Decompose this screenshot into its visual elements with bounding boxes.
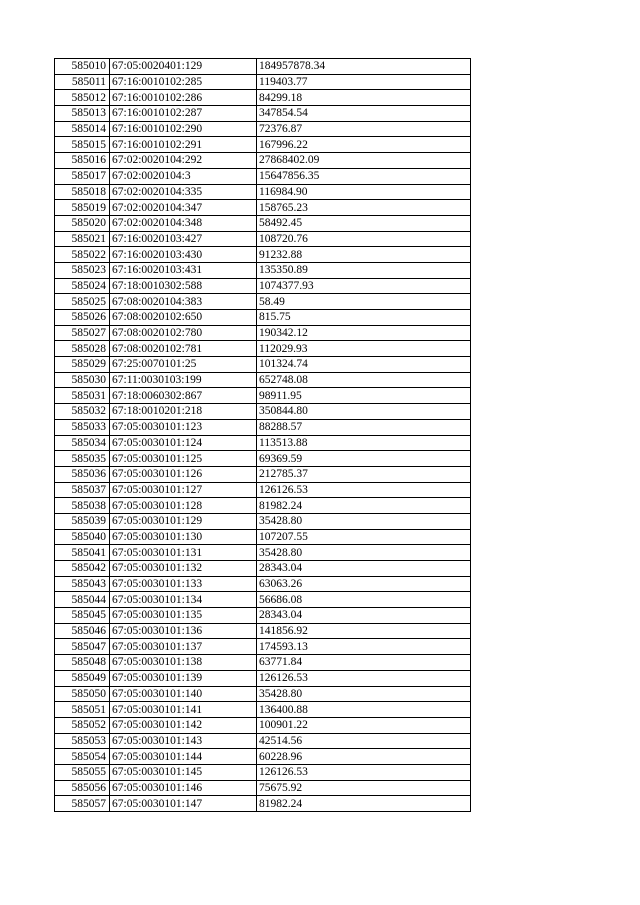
row-id-cell: 585013 — [55, 106, 110, 122]
table-row — [55, 121, 471, 137]
table-row — [55, 451, 471, 467]
table-row — [55, 90, 471, 106]
row-id-cell: 585023 — [55, 262, 110, 278]
value-cell: 56686.08 — [257, 592, 471, 608]
value-cell: 27868402.09 — [257, 153, 471, 169]
value-cell: 81982.24 — [257, 796, 471, 812]
table-row — [55, 294, 471, 310]
row-id-cell: 585045 — [55, 608, 110, 624]
value-cell: 347854.54 — [257, 106, 471, 122]
value-cell: 98911.95 — [257, 388, 471, 404]
row-id-cell: 585049 — [55, 670, 110, 686]
table-row — [55, 608, 471, 624]
value-cell: 116984.90 — [257, 184, 471, 200]
cadastral-number-cell: 67:16:0010102:285 — [110, 74, 257, 90]
row-id-cell: 585031 — [55, 388, 110, 404]
cadastral-number-cell: 67:16:0020103:430 — [110, 247, 257, 263]
cadastral-number-cell: 67:05:0030101:124 — [110, 435, 257, 451]
cadastral-number-cell: 67:05:0030101:123 — [110, 419, 257, 435]
value-cell: 81982.24 — [257, 498, 471, 514]
row-id-cell: 585046 — [55, 623, 110, 639]
table-row — [55, 498, 471, 514]
table-row — [55, 168, 471, 184]
cadastral-number-cell: 67:05:0030101:134 — [110, 592, 257, 608]
table-row — [55, 278, 471, 294]
row-id-cell: 585039 — [55, 513, 110, 529]
table-row — [55, 670, 471, 686]
value-cell: 136400.88 — [257, 702, 471, 718]
value-cell: 815.75 — [257, 310, 471, 326]
cadastral-number-cell: 67:25:0070101:25 — [110, 357, 257, 373]
value-cell: 101324.74 — [257, 357, 471, 373]
table-row — [55, 137, 471, 153]
row-id-cell: 585051 — [55, 702, 110, 718]
table-row — [55, 561, 471, 577]
value-cell: 652748.08 — [257, 372, 471, 388]
cadastral-number-cell: 67:05:0030101:138 — [110, 655, 257, 671]
table-row — [55, 733, 471, 749]
row-id-cell: 585029 — [55, 357, 110, 373]
table-body — [55, 59, 471, 812]
cadastral-number-cell: 67:05:0030101:141 — [110, 702, 257, 718]
cadastral-number-cell: 67:02:0020104:348 — [110, 215, 257, 231]
table-row — [55, 435, 471, 451]
value-cell: 174593.13 — [257, 639, 471, 655]
cadastral-number-cell: 67:05:0030101:136 — [110, 623, 257, 639]
cadastral-number-cell: 67:05:0030101:133 — [110, 576, 257, 592]
table-row — [55, 592, 471, 608]
cadastral-number-cell: 67:05:0030101:127 — [110, 482, 257, 498]
cadastral-number-cell: 67:05:0030101:146 — [110, 780, 257, 796]
data-table — [54, 58, 471, 812]
cadastral-number-cell: 67:05:0020401:129 — [110, 59, 257, 75]
table-row — [55, 796, 471, 812]
cadastral-number-cell: 67:02:0020104:347 — [110, 200, 257, 216]
value-cell: 100901.22 — [257, 717, 471, 733]
table-row — [55, 717, 471, 733]
cadastral-number-cell: 67:05:0030101:131 — [110, 545, 257, 561]
table-row — [55, 357, 471, 373]
row-id-cell: 585030 — [55, 372, 110, 388]
cadastral-number-cell: 67:05:0030101:144 — [110, 749, 257, 765]
table-row — [55, 529, 471, 545]
value-cell: 35428.80 — [257, 545, 471, 561]
cadastral-number-cell: 67:05:0030101:126 — [110, 466, 257, 482]
row-id-cell: 585040 — [55, 529, 110, 545]
table-row — [55, 184, 471, 200]
row-id-cell: 585028 — [55, 341, 110, 357]
table-row — [55, 513, 471, 529]
value-cell: 72376.87 — [257, 121, 471, 137]
row-id-cell: 585041 — [55, 545, 110, 561]
table-row — [55, 200, 471, 216]
value-cell: 158765.23 — [257, 200, 471, 216]
cadastral-number-cell: 67:05:0030101:132 — [110, 561, 257, 577]
row-id-cell: 585024 — [55, 278, 110, 294]
table-row — [55, 341, 471, 357]
row-id-cell: 585037 — [55, 482, 110, 498]
value-cell: 15647856.35 — [257, 168, 471, 184]
cadastral-number-cell: 67:08:0020104:383 — [110, 294, 257, 310]
row-id-cell: 585018 — [55, 184, 110, 200]
row-id-cell: 585026 — [55, 310, 110, 326]
cadastral-number-cell: 67:05:0030101:125 — [110, 451, 257, 467]
value-cell: 135350.89 — [257, 262, 471, 278]
table-row — [55, 74, 471, 90]
value-cell: 113513.88 — [257, 435, 471, 451]
cadastral-number-cell: 67:05:0030101:142 — [110, 717, 257, 733]
value-cell: 28343.04 — [257, 561, 471, 577]
row-id-cell: 585027 — [55, 325, 110, 341]
value-cell: 84299.18 — [257, 90, 471, 106]
value-cell: 28343.04 — [257, 608, 471, 624]
cadastral-number-cell: 67:16:0010102:286 — [110, 90, 257, 106]
value-cell: 91232.88 — [257, 247, 471, 263]
cadastral-number-cell: 67:05:0030101:135 — [110, 608, 257, 624]
value-cell: 184957878.34 — [257, 59, 471, 75]
cadastral-number-cell: 67:02:0020104:3 — [110, 168, 257, 184]
table-row — [55, 247, 471, 263]
value-cell: 112029.93 — [257, 341, 471, 357]
value-cell: 75675.92 — [257, 780, 471, 796]
row-id-cell: 585048 — [55, 655, 110, 671]
value-cell: 141856.92 — [257, 623, 471, 639]
table-row — [55, 623, 471, 639]
row-id-cell: 585015 — [55, 137, 110, 153]
cadastral-number-cell: 67:08:0020102:780 — [110, 325, 257, 341]
cadastral-number-cell: 67:05:0030101:128 — [110, 498, 257, 514]
table-row — [55, 749, 471, 765]
value-cell: 1074377.93 — [257, 278, 471, 294]
table-row — [55, 231, 471, 247]
table-row — [55, 655, 471, 671]
table-row — [55, 59, 471, 75]
cadastral-number-cell: 67:18:0010302:588 — [110, 278, 257, 294]
row-id-cell: 585020 — [55, 215, 110, 231]
row-id-cell: 585050 — [55, 686, 110, 702]
value-cell: 88288.57 — [257, 419, 471, 435]
table-row — [55, 545, 471, 561]
row-id-cell: 585055 — [55, 764, 110, 780]
row-id-cell: 585011 — [55, 74, 110, 90]
row-id-cell: 585034 — [55, 435, 110, 451]
row-id-cell: 585017 — [55, 168, 110, 184]
table-row — [55, 482, 471, 498]
row-id-cell: 585032 — [55, 404, 110, 420]
value-cell: 58.49 — [257, 294, 471, 310]
value-cell: 350844.80 — [257, 404, 471, 420]
cadastral-number-cell: 67:16:0020103:427 — [110, 231, 257, 247]
cadastral-number-cell: 67:08:0020102:781 — [110, 341, 257, 357]
cadastral-number-cell: 67:02:0020104:292 — [110, 153, 257, 169]
table-row — [55, 404, 471, 420]
row-id-cell: 585010 — [55, 59, 110, 75]
table-row — [55, 639, 471, 655]
table-row — [55, 215, 471, 231]
cadastral-number-cell: 67:16:0020103:431 — [110, 262, 257, 278]
cadastral-number-cell: 67:16:0010102:287 — [110, 106, 257, 122]
table-row — [55, 419, 471, 435]
cadastral-number-cell: 67:18:0010201:218 — [110, 404, 257, 420]
value-cell: 167996.22 — [257, 137, 471, 153]
row-id-cell: 585021 — [55, 231, 110, 247]
row-id-cell: 585036 — [55, 466, 110, 482]
value-cell: 42514.56 — [257, 733, 471, 749]
table-row — [55, 466, 471, 482]
row-id-cell: 585035 — [55, 451, 110, 467]
table-row — [55, 325, 471, 341]
cadastral-number-cell: 67:16:0010102:290 — [110, 121, 257, 137]
cadastral-number-cell: 67:05:0030101:140 — [110, 686, 257, 702]
cadastral-number-cell: 67:05:0030101:129 — [110, 513, 257, 529]
value-cell: 60228.96 — [257, 749, 471, 765]
value-cell: 58492.45 — [257, 215, 471, 231]
row-id-cell: 585054 — [55, 749, 110, 765]
row-id-cell: 585052 — [55, 717, 110, 733]
table-row — [55, 262, 471, 278]
table-row — [55, 686, 471, 702]
table-row — [55, 372, 471, 388]
row-id-cell: 585038 — [55, 498, 110, 514]
table-row — [55, 388, 471, 404]
cadastral-number-cell: 67:18:0060302:867 — [110, 388, 257, 404]
row-id-cell: 585014 — [55, 121, 110, 137]
cadastral-number-cell: 67:02:0020104:335 — [110, 184, 257, 200]
value-cell: 69369.59 — [257, 451, 471, 467]
table-row — [55, 702, 471, 718]
row-id-cell: 585019 — [55, 200, 110, 216]
row-id-cell: 585022 — [55, 247, 110, 263]
cadastral-number-cell: 67:05:0030101:143 — [110, 733, 257, 749]
row-id-cell: 585056 — [55, 780, 110, 796]
row-id-cell: 585042 — [55, 561, 110, 577]
value-cell: 107207.55 — [257, 529, 471, 545]
value-cell: 190342.12 — [257, 325, 471, 341]
cadastral-number-cell: 67:05:0030101:137 — [110, 639, 257, 655]
row-id-cell: 585043 — [55, 576, 110, 592]
cadastral-number-cell: 67:16:0010102:291 — [110, 137, 257, 153]
cadastral-number-cell: 67:05:0030101:130 — [110, 529, 257, 545]
table-row — [55, 764, 471, 780]
row-id-cell: 585025 — [55, 294, 110, 310]
row-id-cell: 585057 — [55, 796, 110, 812]
value-cell: 126126.53 — [257, 670, 471, 686]
table-row — [55, 310, 471, 326]
row-id-cell: 585047 — [55, 639, 110, 655]
cadastral-number-cell: 67:05:0030101:139 — [110, 670, 257, 686]
cadastral-number-cell: 67:05:0030101:147 — [110, 796, 257, 812]
value-cell: 126126.53 — [257, 482, 471, 498]
row-id-cell: 585012 — [55, 90, 110, 106]
cadastral-number-cell: 67:05:0030101:145 — [110, 764, 257, 780]
table-row — [55, 576, 471, 592]
value-cell: 63771.84 — [257, 655, 471, 671]
cadastral-number-cell: 67:08:0020102:650 — [110, 310, 257, 326]
value-cell: 63063.26 — [257, 576, 471, 592]
table-row — [55, 106, 471, 122]
row-id-cell: 585053 — [55, 733, 110, 749]
value-cell: 212785.37 — [257, 466, 471, 482]
table-row — [55, 780, 471, 796]
row-id-cell: 585016 — [55, 153, 110, 169]
row-id-cell: 585044 — [55, 592, 110, 608]
value-cell: 126126.53 — [257, 764, 471, 780]
value-cell: 108720.76 — [257, 231, 471, 247]
table-row — [55, 153, 471, 169]
cadastral-number-cell: 67:11:0030103:199 — [110, 372, 257, 388]
value-cell: 35428.80 — [257, 686, 471, 702]
value-cell: 119403.77 — [257, 74, 471, 90]
value-cell: 35428.80 — [257, 513, 471, 529]
row-id-cell: 585033 — [55, 419, 110, 435]
